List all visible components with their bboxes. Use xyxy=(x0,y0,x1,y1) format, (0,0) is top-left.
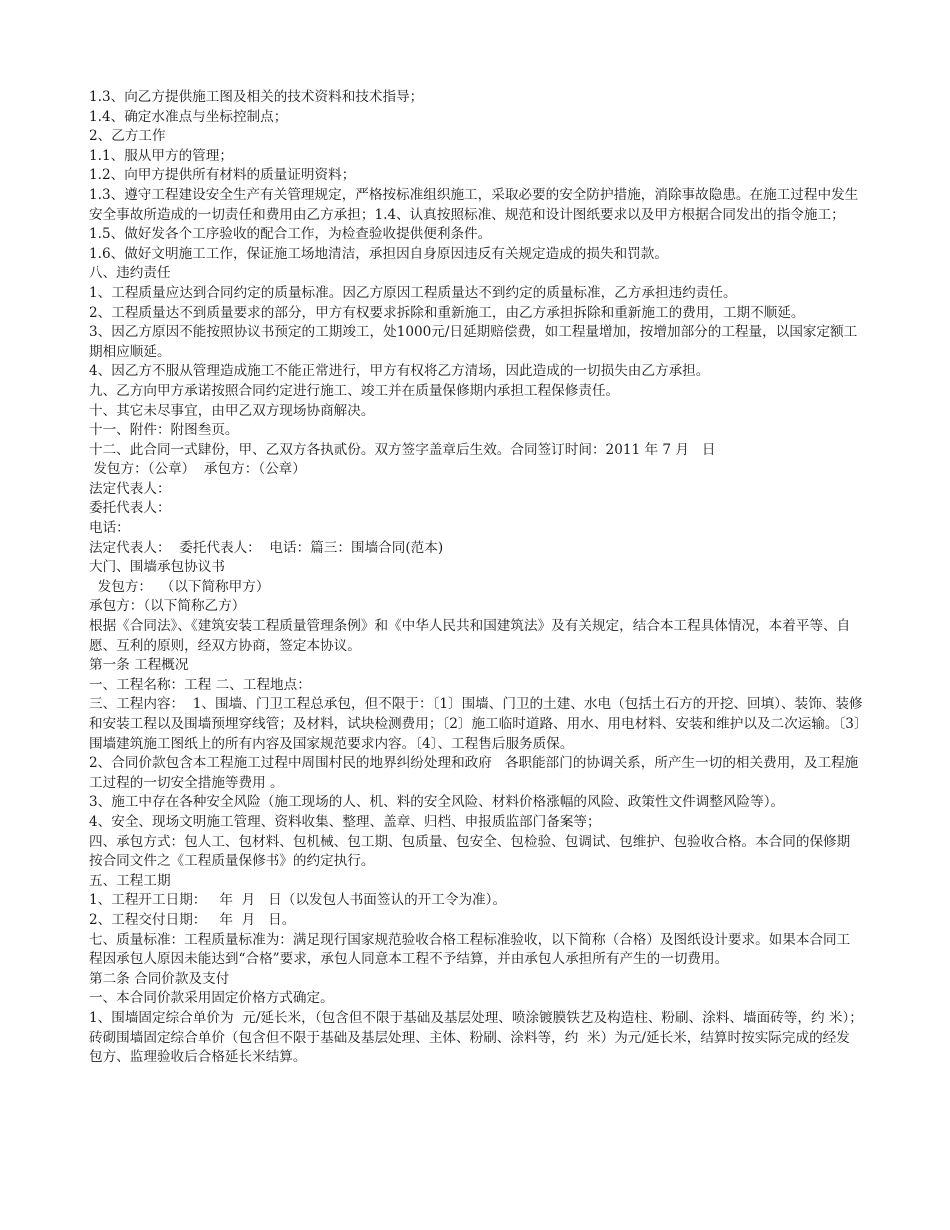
text-line: 十、其它未尽事宜，由甲乙双方现场协商解决。 xyxy=(89,402,375,419)
document-title: 大门、围墙承包协议书 xyxy=(89,559,225,576)
section-heading: 2、乙方工作 xyxy=(89,128,166,145)
text-line: 2、工程交付日期： 年 月 日。 xyxy=(89,911,296,928)
text-line: 4、安全、现场文明施工管理、资料收集、整理、盖章、归档、申报质监部门备案等； xyxy=(89,813,601,830)
signature-line: 委托代表人： xyxy=(89,500,171,517)
text-line: 法定代表人： 委托代表人： 电话：篇三：围墙合同(范本) xyxy=(89,539,444,556)
text-line: 1.6、做好文明施工工作，保证施工场地清洁，承担因自身原因违反有关规定造成的损失和罚款。 xyxy=(89,245,668,262)
section-heading: 五、工程工期 xyxy=(89,872,171,889)
paragraph: 2、合同价款包含本工程施工过程中周围村民的地界纠纷处理和政府 各职能部门的协调关系，所产生一切的相关费用，及工程施工过程的一切安全措施等费用 。 xyxy=(89,755,859,791)
paragraph: 三、工程内容： 1、围墙、门卫工程总承包，但不限于：〔1〕围墙、门卫的土建、水电（包括土石方的开挖、回填）、装饰、装修和安装工程以及围墙预埋穿线管；及材料，试块检测费用；〔2〕施工临时道路、用水、用电材料、安装和维护以及二次运输。〔3〕围墙建筑施工图纸上的所有内容及国家规范要求内容。〔4〕、工程售后服务质保。 xyxy=(89,696,863,752)
party-line: 发包方： （以下简称甲方） xyxy=(89,578,270,595)
section-heading: 第二条 合同价款及支付 xyxy=(89,970,230,987)
text-line: 1、工程质量应达到合同约定的质量标准。因乙方原因工程质量达不到约定的质量标准，乙方承担违约责任。 xyxy=(89,284,737,301)
paragraph: 根据《合同法》、《建筑安装工程质量管理条例》和《中华人民共和国建筑法》及有关规定，结合本工程具体情况，本着平等、自愿、互利的原则，经双方协商，签定本协议。 xyxy=(89,618,851,654)
document-body xyxy=(89,88,863,1068)
paragraph: 3、因乙方原因不能按照协议书预定的工期竣工，处1000元/日延期赔偿费，如工程量增加，按增加部分的工程量，以国家定额工期相应顺延。 xyxy=(89,324,858,360)
signature-line: 发包方：（公章） 承包方：（公章） xyxy=(89,461,306,478)
signature-line: 电话： xyxy=(89,520,130,537)
text-line: 1.5、做好发各个工序验收的配合工作，为检查验收提供便利条件。 xyxy=(89,226,492,243)
paragraph: 四、承包方式：包人工、包材料、包机械、包工期、包质量、包安全、包检验、包调试、包维护、包验收合格。本合同的保修期按合同文件之《工程质量保修书》的约定执行。 xyxy=(89,833,851,870)
text-line: 1.3、向乙方提供施工图及相关的技术资料和技术指导； xyxy=(89,89,424,105)
text-line: 1、工程开工日期： 年 月 日（以发包人书面签认的开工令为准）。 xyxy=(89,892,507,909)
text-line: 十一、附件：附图叁页。 xyxy=(89,422,239,439)
paragraph: 2、工程质量达不到质量要求的部分，甲方有权要求拆除和重新施工，由乙方承担拆除和重新施工的费用，工期不顺延。 xyxy=(89,304,805,321)
section-heading: 第一条 工程概况 xyxy=(89,657,189,674)
paragraph: 3、施工中存在各种安全风险（施工现场的人、机、料的安全风险、材料价格涨幅的风险、政策性文件调整风险等）。 xyxy=(89,794,785,811)
text-line: 1.2、向甲方提供所有材料的质量证明资料； xyxy=(89,167,356,184)
paragraph: 1.3、遵守工程建设安全生产有关管理规定，严格按标准组织施工，采取必要的安全防护措施，消除事故隐患。在施工过程中发生安全事故所造成的一切责任和费用由乙方承担；1.4、认真按照标准、规范和设计图纸要求以及甲方根据合同发出的指令施工； xyxy=(89,186,859,223)
text-line: 4、因乙方不服从管理造成施工不能正常进行，甲方有权将乙方清场，因此造成的一切损失由乙方承担。 xyxy=(89,363,710,380)
text-line: 十二、此合同一式肆份，甲、乙双方各执贰份。双方签字盖章后生效。合同签订时间：2011 年 7 月 日 xyxy=(89,441,716,458)
text-line: 一、工程名称：工程 二、工程地点： xyxy=(89,676,311,693)
paragraph: 1、围墙固定综合单价为 元/延长米，（包含但不限于基础及基层处理、喷涂镀膜铁艺及构造柱、粉刷、涂料、墙面砖等，约 米）；砖砌围墙固定综合单价（包含但不限于基础及基层处理、主体、粉刷、涂料等，约 米）为元/延长米，结算时按实际完成的经发包方、监理验收后合格延长米结算。 xyxy=(89,1009,863,1066)
paragraph: 七、质量标准：工程质量标准为：满足现行国家规范验收合格工程标准验收，以下简称（合格）及图纸设计要求。如果本合同工程因承包人原因未能达到“合格”要求，承包人同意本工程不予结算，并由承包人承担所有产生的一切费用。 xyxy=(89,931,851,968)
text-line: 1.1、服从甲方的管理； xyxy=(89,147,233,164)
party-line: 承包方：（以下简称乙方） xyxy=(89,598,246,615)
section-heading: 八、违约责任 xyxy=(89,265,171,282)
text-line: 1.4、确定水准点与坐标控制点； xyxy=(89,108,288,125)
signature-line: 法定代表人： xyxy=(89,480,171,497)
text-line: 一、本合同价款采用固定价格方式确定。 xyxy=(89,990,334,1007)
text-line: 九、乙方向甲方承诺按照合同约定进行施工、竣工并在质量保修期内承担工程保修责任。 xyxy=(89,382,620,399)
